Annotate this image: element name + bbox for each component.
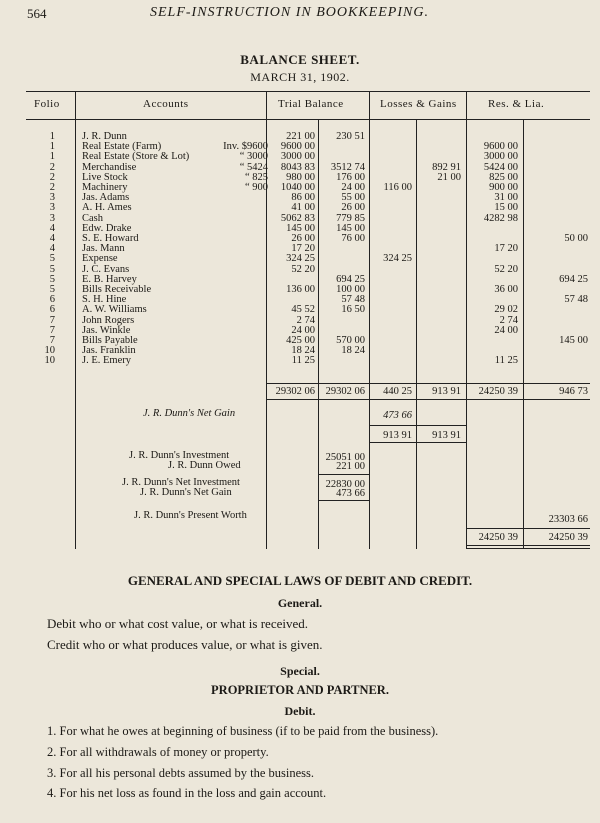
cell-resource: 4282 98 bbox=[483, 212, 518, 224]
cell-liability: 145 00 bbox=[559, 335, 588, 346]
cell-trial-debit: 3000 00 bbox=[280, 151, 315, 163]
debit-item-3: 3. For all his personal debts assumed by the business. bbox=[47, 766, 314, 780]
cell-folio: 5 bbox=[49, 263, 55, 275]
cell-trial-debit: 18 24 bbox=[291, 345, 315, 357]
general-rule-1: Debit who or what cost value, or what is received. bbox=[47, 616, 309, 631]
cell-account: Machinery bbox=[82, 182, 128, 193]
cell-trial-credit: 16 50 bbox=[341, 304, 365, 316]
page-number: 564 bbox=[27, 6, 47, 21]
lg-total-gain: 913 91 bbox=[432, 430, 461, 441]
cell-account: Jas. Winkle bbox=[82, 324, 131, 336]
cell-folio: 7 bbox=[49, 314, 55, 326]
cell-account: S. E. Howard bbox=[82, 233, 139, 244]
cell-account: Bills Payable bbox=[82, 335, 138, 346]
lg-bottom-rule bbox=[370, 442, 466, 443]
page-header bbox=[0, 4, 600, 26]
running-head: SELF-INSTRUCTION IN BOOKKEEPING. bbox=[150, 5, 429, 20]
cell-resource: 24 00 bbox=[494, 324, 518, 336]
cell-trial-debit: 41 00 bbox=[291, 202, 315, 214]
cell-account: Merchandise bbox=[82, 161, 137, 173]
final-rule-top bbox=[467, 528, 590, 529]
cell-trial-debit: 221 00 bbox=[286, 131, 315, 142]
cell-resource: 17 20 bbox=[494, 243, 518, 255]
total-lia: 946 73 bbox=[559, 386, 588, 397]
cell-gain: 21 00 bbox=[437, 171, 461, 183]
special-heading: Special. bbox=[280, 664, 320, 678]
cell-resource: 31 00 bbox=[494, 192, 518, 204]
cell-account: Cash bbox=[82, 212, 103, 224]
debit-item-2: 2. For all withdrawals of money or property. bbox=[47, 745, 269, 759]
cell-trial-debit: 11 25 bbox=[291, 355, 315, 367]
cell-account: Expense bbox=[82, 253, 118, 265]
cell-trial-credit: 100 00 bbox=[336, 284, 365, 295]
cell-trial-credit: 57 48 bbox=[341, 294, 365, 306]
net-investment-value: 22830 00 bbox=[325, 479, 365, 490]
total-loss: 440 25 bbox=[383, 386, 412, 397]
cell-inventory-note: “ 825 bbox=[244, 171, 268, 183]
cell-trial-debit: 8043 83 bbox=[280, 161, 315, 173]
total-tb-dr: 29302 06 bbox=[275, 386, 315, 397]
cell-trial-credit: 570 00 bbox=[336, 335, 365, 346]
net-gain2-label: J. R. Dunn's Net Gain bbox=[140, 487, 232, 498]
cell-folio: 4 bbox=[49, 233, 55, 244]
cell-folio: 2 bbox=[49, 171, 55, 183]
table-head-rule bbox=[26, 119, 590, 120]
cell-account: S. H. Hine bbox=[82, 294, 127, 306]
cell-folio: 5 bbox=[49, 273, 55, 285]
laws-title: GENERAL AND SPECIAL LAWS OF DEBIT AND CREDIT. bbox=[127, 573, 473, 588]
owed-label: J. R. Dunn Owed bbox=[168, 460, 241, 471]
cell-resource: 900 00 bbox=[489, 182, 518, 193]
cell-resource: 9600 00 bbox=[483, 141, 518, 153]
cell-resource: 3000 00 bbox=[483, 151, 518, 163]
cell-trial-debit: 45 52 bbox=[291, 304, 315, 316]
cell-trial-debit: 24 00 bbox=[291, 324, 315, 336]
cell-liability: 50 00 bbox=[564, 233, 588, 244]
cell-trial-credit: 3512 74 bbox=[330, 161, 365, 173]
cell-account: Jas. Adams bbox=[82, 192, 130, 204]
cell-account: John Rogers bbox=[82, 314, 135, 326]
col-losses-gains: Losses & Gains bbox=[380, 98, 457, 110]
cell-account: Live Stock bbox=[82, 171, 128, 183]
cell-trial-credit: 176 00 bbox=[336, 171, 365, 183]
cell-trial-debit: 9600 00 bbox=[280, 141, 315, 153]
col-accounts: Accounts bbox=[143, 98, 189, 110]
cell-trial-credit: 55 00 bbox=[341, 192, 365, 204]
table-row bbox=[0, 152, 600, 162]
cell-loss: 324 25 bbox=[383, 253, 412, 265]
cell-trial-credit: 76 00 bbox=[341, 233, 365, 244]
cell-trial-credit: 18 24 bbox=[341, 345, 365, 357]
cell-trial-credit: 694 25 bbox=[336, 273, 365, 285]
debit-item-4: 4. For his net loss as found in the loss and gain account. bbox=[47, 786, 327, 800]
cell-account: Jas. Mann bbox=[82, 243, 125, 255]
cell-trial-debit: 980 00 bbox=[286, 171, 315, 183]
lg-total-loss: 913 91 bbox=[383, 430, 412, 441]
cell-resource: 15 00 bbox=[494, 202, 518, 214]
cell-account: Real Estate (Store & Lot) bbox=[82, 151, 190, 163]
debit-heading: Debit. bbox=[284, 704, 316, 718]
net-investment-rule bbox=[319, 500, 369, 501]
cell-inventory-note: “ 900 bbox=[244, 182, 268, 193]
col-folio: Folio bbox=[34, 98, 60, 110]
cell-trial-debit: 425 00 bbox=[286, 335, 315, 346]
cell-folio: 10 bbox=[44, 355, 55, 367]
cell-folio: 6 bbox=[49, 304, 55, 316]
cell-resource: 825 00 bbox=[489, 171, 518, 183]
cell-account: Edw. Drake bbox=[82, 222, 132, 234]
final-rule-double bbox=[467, 548, 590, 549]
proprietor-heading: PROPRIETOR AND PARTNER. bbox=[211, 683, 389, 697]
table-top-rule bbox=[26, 91, 590, 92]
cell-trial-credit: 24 00 bbox=[341, 182, 365, 193]
cell-folio: 7 bbox=[49, 335, 55, 346]
investment-rule bbox=[319, 474, 369, 475]
cell-trial-debit: 145 00 bbox=[286, 222, 315, 234]
cell-folio: 7 bbox=[49, 324, 55, 336]
cell-trial-debit: 5062 83 bbox=[280, 212, 315, 224]
total-tb-cr: 29302 06 bbox=[325, 386, 365, 397]
cell-folio: 6 bbox=[49, 294, 55, 306]
cell-resource: 36 00 bbox=[494, 284, 518, 295]
cell-account: Bills Receivable bbox=[82, 284, 152, 295]
table-row bbox=[0, 254, 600, 264]
cell-folio: 3 bbox=[49, 212, 55, 224]
cell-folio: 1 bbox=[49, 151, 55, 163]
cell-liability: 57 48 bbox=[564, 294, 588, 306]
net-gain2-value: 473 66 bbox=[336, 488, 365, 499]
sheet-date: MARCH 31, 1902. bbox=[250, 70, 350, 84]
cell-trial-credit: 230 51 bbox=[336, 131, 365, 142]
sheet-title: BALANCE SHEET. bbox=[240, 52, 360, 67]
cell-trial-credit: 26 00 bbox=[341, 202, 365, 214]
table-row bbox=[0, 305, 600, 315]
debit-item-1: 1. For what he owes at beginning of business (if to be paid from the business). bbox=[47, 724, 439, 738]
cell-account: A. W. Williams bbox=[82, 304, 147, 316]
cell-inventory-note: “ 3000 bbox=[239, 151, 268, 163]
col-res-lia: Res. & Lia. bbox=[488, 98, 545, 110]
final-lia: 24250 39 bbox=[548, 532, 588, 543]
cell-account: J. C. Evans bbox=[82, 263, 130, 275]
cell-account: Jas. Franklin bbox=[82, 345, 136, 357]
cell-gain: 892 91 bbox=[432, 161, 461, 173]
cell-resource: 29 02 bbox=[494, 304, 518, 316]
final-res: 24250 39 bbox=[478, 532, 518, 543]
cell-resource: 2 74 bbox=[499, 314, 518, 326]
cell-trial-credit: 145 00 bbox=[336, 222, 365, 234]
cell-folio: 4 bbox=[49, 243, 55, 255]
investment-value: 25051 00 bbox=[325, 452, 365, 463]
cell-loss: 116 00 bbox=[383, 182, 412, 193]
cell-resource: 52 20 bbox=[494, 263, 518, 275]
cell-folio: 3 bbox=[49, 202, 55, 214]
cell-folio: 4 bbox=[49, 222, 55, 234]
net-gain-label: J. R. Dunn's Net Gain bbox=[143, 408, 236, 419]
cell-folio: 3 bbox=[49, 192, 55, 204]
cell-account: J. R. Dunn bbox=[82, 131, 127, 142]
net-investment-label: J. R. Dunn's Net Investment bbox=[122, 477, 240, 488]
cell-resource: 11 25 bbox=[494, 355, 518, 367]
investment-label: J. R. Dunn's Investment bbox=[129, 450, 230, 461]
cell-resource: 5424 00 bbox=[483, 161, 518, 173]
present-worth-label: J. R. Dunn's Present Worth bbox=[134, 510, 247, 521]
present-worth-value: 23303 66 bbox=[548, 514, 588, 525]
general-heading: General. bbox=[277, 596, 323, 610]
cell-account: E. B. Harvey bbox=[82, 273, 137, 285]
cell-folio: 2 bbox=[49, 182, 55, 193]
cell-inventory-note: Inv. $9600 bbox=[223, 141, 268, 153]
total-res: 24250 39 bbox=[478, 386, 518, 397]
totals-rule bbox=[267, 383, 590, 384]
cell-inventory-note: “ 5424 bbox=[239, 161, 268, 173]
cell-folio: 10 bbox=[44, 345, 55, 357]
cell-trial-credit: 779 85 bbox=[336, 212, 365, 224]
cell-folio: 1 bbox=[49, 141, 55, 153]
cell-trial-debit: 52 20 bbox=[291, 263, 315, 275]
cell-folio: 1 bbox=[49, 131, 55, 142]
cell-account: A. H. Ames bbox=[82, 202, 132, 214]
final-rule-bottom bbox=[467, 545, 590, 546]
cell-trial-debit: 136 00 bbox=[286, 284, 315, 295]
general-rule-2: Credit who or what produces value, or what is given. bbox=[47, 637, 323, 652]
cell-trial-debit: 2 74 bbox=[296, 314, 315, 326]
cell-folio: 5 bbox=[49, 253, 55, 265]
table-row bbox=[0, 203, 600, 213]
cell-liability: 694 25 bbox=[559, 273, 588, 285]
net-gain-value: 473 66 bbox=[383, 410, 412, 421]
cell-folio: 2 bbox=[49, 161, 55, 173]
cell-trial-debit: 324 25 bbox=[286, 253, 315, 265]
col-trial-balance: Trial Balance bbox=[278, 98, 344, 110]
table-row bbox=[0, 356, 600, 366]
cell-trial-debit: 86 00 bbox=[291, 192, 315, 204]
cell-trial-debit: 17 20 bbox=[291, 243, 315, 255]
cell-folio: 5 bbox=[49, 284, 55, 295]
lg-rule bbox=[370, 425, 466, 426]
cell-account: J. E. Emery bbox=[82, 355, 131, 367]
totals-bottom-rule bbox=[267, 399, 590, 400]
total-gain: 913 91 bbox=[432, 386, 461, 397]
cell-trial-debit: 26 00 bbox=[291, 233, 315, 244]
cell-account: Real Estate (Farm) bbox=[82, 141, 162, 153]
cell-trial-debit: 1040 00 bbox=[280, 182, 315, 193]
owed-value: 221 00 bbox=[336, 461, 365, 472]
